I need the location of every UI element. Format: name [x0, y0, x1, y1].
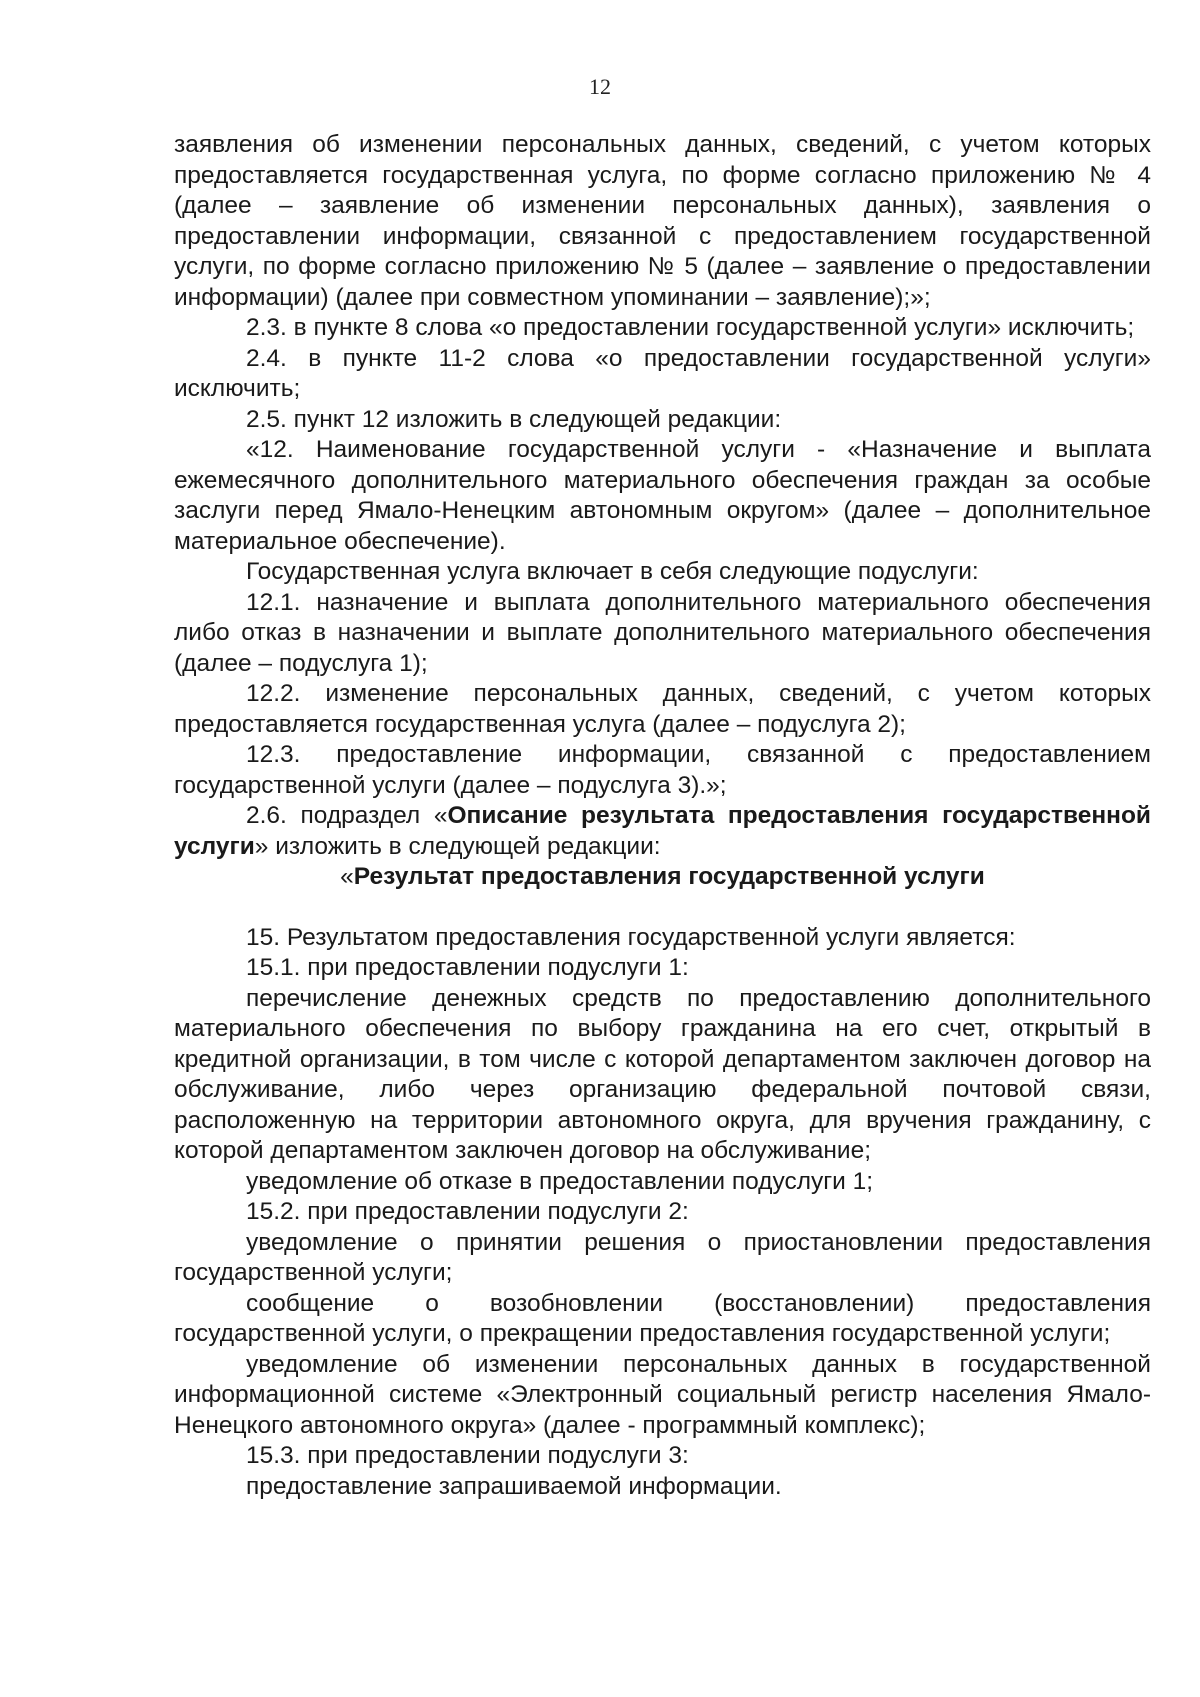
paragraph-suspension-notice: уведомление о принятии решения о приостановлении предоставления государственной услуги; — [174, 1228, 1151, 1286]
document-body — [174, 130, 1151, 1502]
section-heading-quote: « — [340, 863, 354, 890]
paragraph-2-6 — [174, 801, 1151, 862]
paragraph-2-5: 2.5. пункт 12 изложить в следующей редакции: — [246, 405, 782, 433]
paragraph-15: 15. Результатом предоставления государственной услуги является: — [246, 923, 1016, 951]
paragraph-12-1: 12.1. назначение и выплата дополнительного материального обеспечения либо отказ в назначении и выплате дополнительного материального обеспечения (далее – подуслуга 1); — [174, 588, 1151, 677]
paragraph-12-2: 12.2. изменение персональных данных, сведений, с учетом которых предоставляется государственная услуга (далее – подуслуга 2); — [174, 680, 1151, 738]
paragraph-subservices-intro: Государственная услуга включает в себя следующие подуслуги: — [246, 558, 979, 585]
paragraph-2-6-bold: Описание результата предоставления государственной услуги — [174, 802, 1151, 860]
paragraph-info-provision: предоставление запрашиваемой информации. — [246, 1472, 782, 1500]
paragraph-15-1: 15.1. при предоставлении подуслуги 1: — [246, 954, 689, 981]
paragraph-15-2: 15.2. при предоставлении подуслуги 2: — [246, 1198, 689, 1225]
paragraph-2-6-suffix: » изложить в следующей редакции: — [254, 832, 661, 860]
paragraph-12-3: 12.3. предоставление информации, связанной с предоставлением государственной услуги (далее – подуслуга 3).»; — [174, 741, 1151, 799]
paragraph-2-6-prefix: 2.6. подраздел « — [246, 802, 448, 829]
paragraph-transfer-funds: перечисление денежных средств по предоставлению дополнительного материального обеспечения по выбору гражданина на его счет, открытый в кредитной организации, в том числе с которой департаментом заключен договор на обслуживание, либо через организацию федеральной почтовой связи, расположенную на территории автономного округа, для вручения гражданину, с которой департаментом заключен договор на обслуживание; — [174, 984, 1151, 1164]
paragraph-12: «12. Наименование государственной услуги - «Назначение и выплата ежемесячного дополнительного материального обеспечения граждан за особые заслуги перед Ямало-Ненецким автономным округом» (далее – дополнительное материальное обеспечение). — [174, 436, 1151, 555]
paragraph-resumption-message: сообщение о возобновлении (восстановлении) предоставления государственной услуги, о прекращении предоставления государственной услуги; — [174, 1289, 1151, 1347]
paragraph-continuation: заявления об изменении персональных данных, сведений, с учетом которых предоставляется государственная услуга, по форме согласно приложению № 4 (далее – заявление об изменении персональных данных), заявления о предоставлении информации, связанной с предоставлением государственной услуги, по форме согласно приложению № 5 (далее – заявление о предоставлении информации) (далее при совместном упоминании – заявление);»; — [174, 131, 1151, 311]
page-number: 12 — [589, 74, 611, 99]
paragraph-2-4: 2.4. в пункте 11-2 слова «о предоставлении государственной услуги» исключить; — [174, 344, 1151, 402]
section-heading — [174, 862, 1151, 893]
section-heading-text: Результат предоставления государственной услуги — [353, 863, 985, 890]
paragraph-2-3: 2.3. в пункте 8 слова «о предоставлении государственной услуги» исключить; — [246, 314, 1135, 341]
paragraph-15-3: 15.3. при предоставлении подуслуги 3: — [246, 1442, 689, 1469]
paragraph-personal-data-notice: уведомление об изменении персональных данных в государственной информационной системе «Электронный социальный регистр населения Ямало-Ненецкого автономного округа» (далее - программный комплекс); — [174, 1350, 1151, 1439]
paragraph-refusal-notice: уведомление об отказе в предоставлении подуслуги 1; — [246, 1167, 874, 1195]
